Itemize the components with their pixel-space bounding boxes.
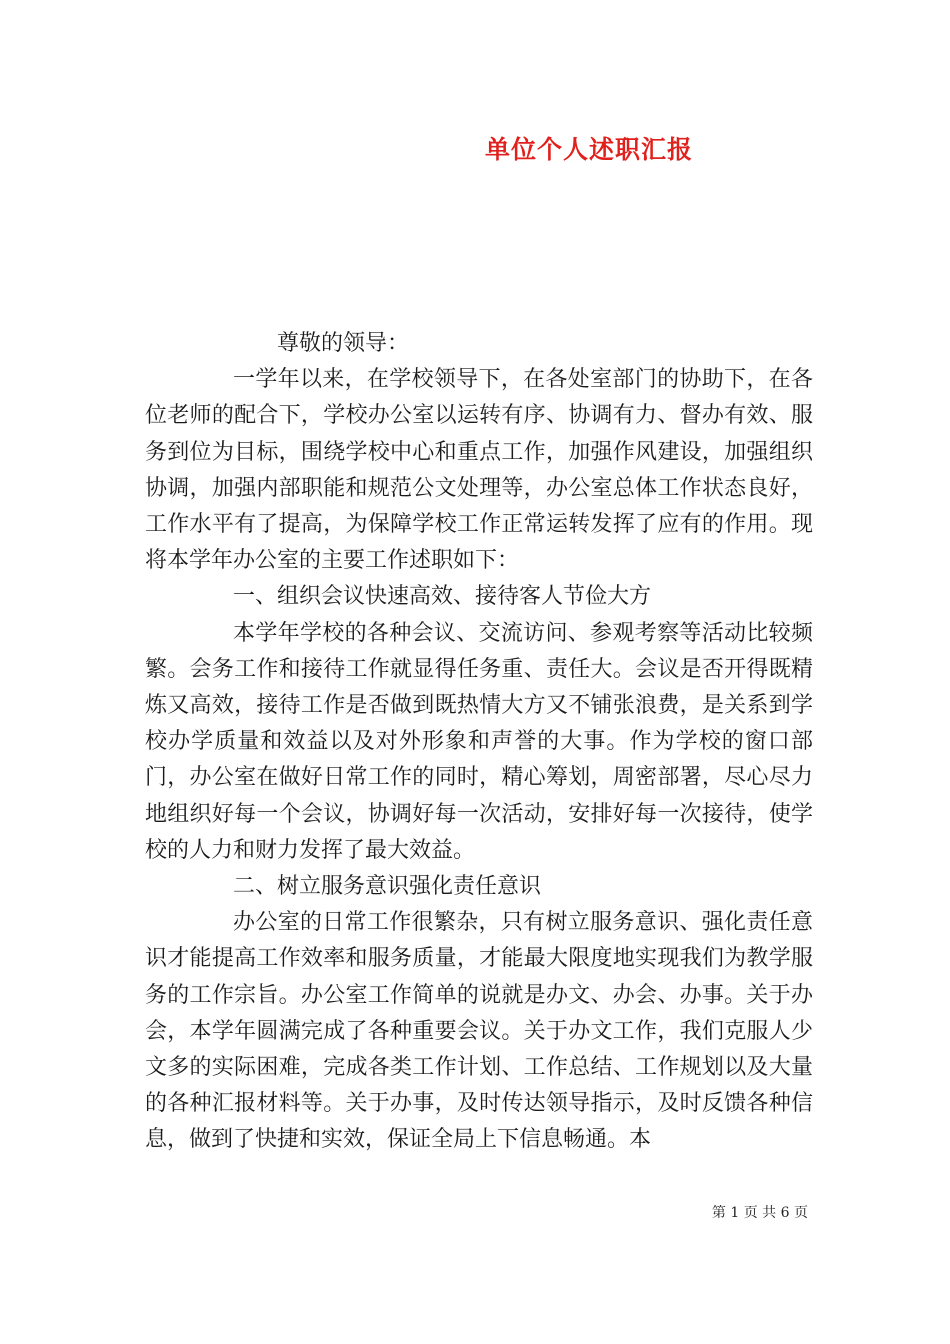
salutation: 尊敬的领导： — [277, 331, 410, 356]
paragraph-section-2: 办公室的日常工作很繁杂，只有树立服务意识、强化责任意识才能提高工作效率和服务质量，才能最大限度地实现我们为教学服务的工作宗旨。办公室工作简单的说就是办文、办会、办事。关于办会，本学年圆满完成了各种重要会议。关于办文工作，我们克服人少文多的实际困难，完成各类工作计划、工作总结、工作规划以及大量的各种汇报材料等。关于办事，及时传达领导指示，及时反馈各种信息，做到了快捷和实效，保证全局上下信息畅通。本 — [145, 910, 813, 1153]
section-heading-2: 二、树立服务意识强化责任意识 — [233, 874, 542, 900]
document-body — [145, 326, 813, 1159]
page-number: 第 1 页 共 6 页 — [711, 1205, 808, 1221]
paragraph-section-1: 本学年学校的各种会议、交流访问、参观考察等活动比较频繁。会务工作和接待工作就显得任务重、责任大。会议是否开得既精炼又高效，接待工作是否做到既热情大方又不铺张浪费，是关系到学校办学质量和效益以及对外形象和声誉的大事。作为学校的窗口部门，办公室在做好日常工作的同时，精心筹划，周密部署，尽心尽力地组织好每一个会议，协调好每一次活动，安排好每一次接待，使学校的人力和财力发挥了最大效益。 — [145, 620, 813, 863]
paragraph-intro: 一学年以来，在学校领导下，在各处室部门的协助下，在各位老师的配合下，学校办公室以运转有序、协调有力、督办有效、服务到位为目标，围绕学校中心和重点工作，加强作风建设，加强组织协调，加强内部职能和规范公文处理等，办公室总体工作状态良好，工作水平有了提高，为保障学校工作正常运转发挥了应有的作用。现将本学年办公室的主要工作述职如下： — [145, 367, 813, 574]
section-heading-1: 一、组织会议快速高效、接待客人节俭大方 — [233, 584, 652, 610]
document-title: 单位个人述职汇报 — [484, 135, 693, 164]
